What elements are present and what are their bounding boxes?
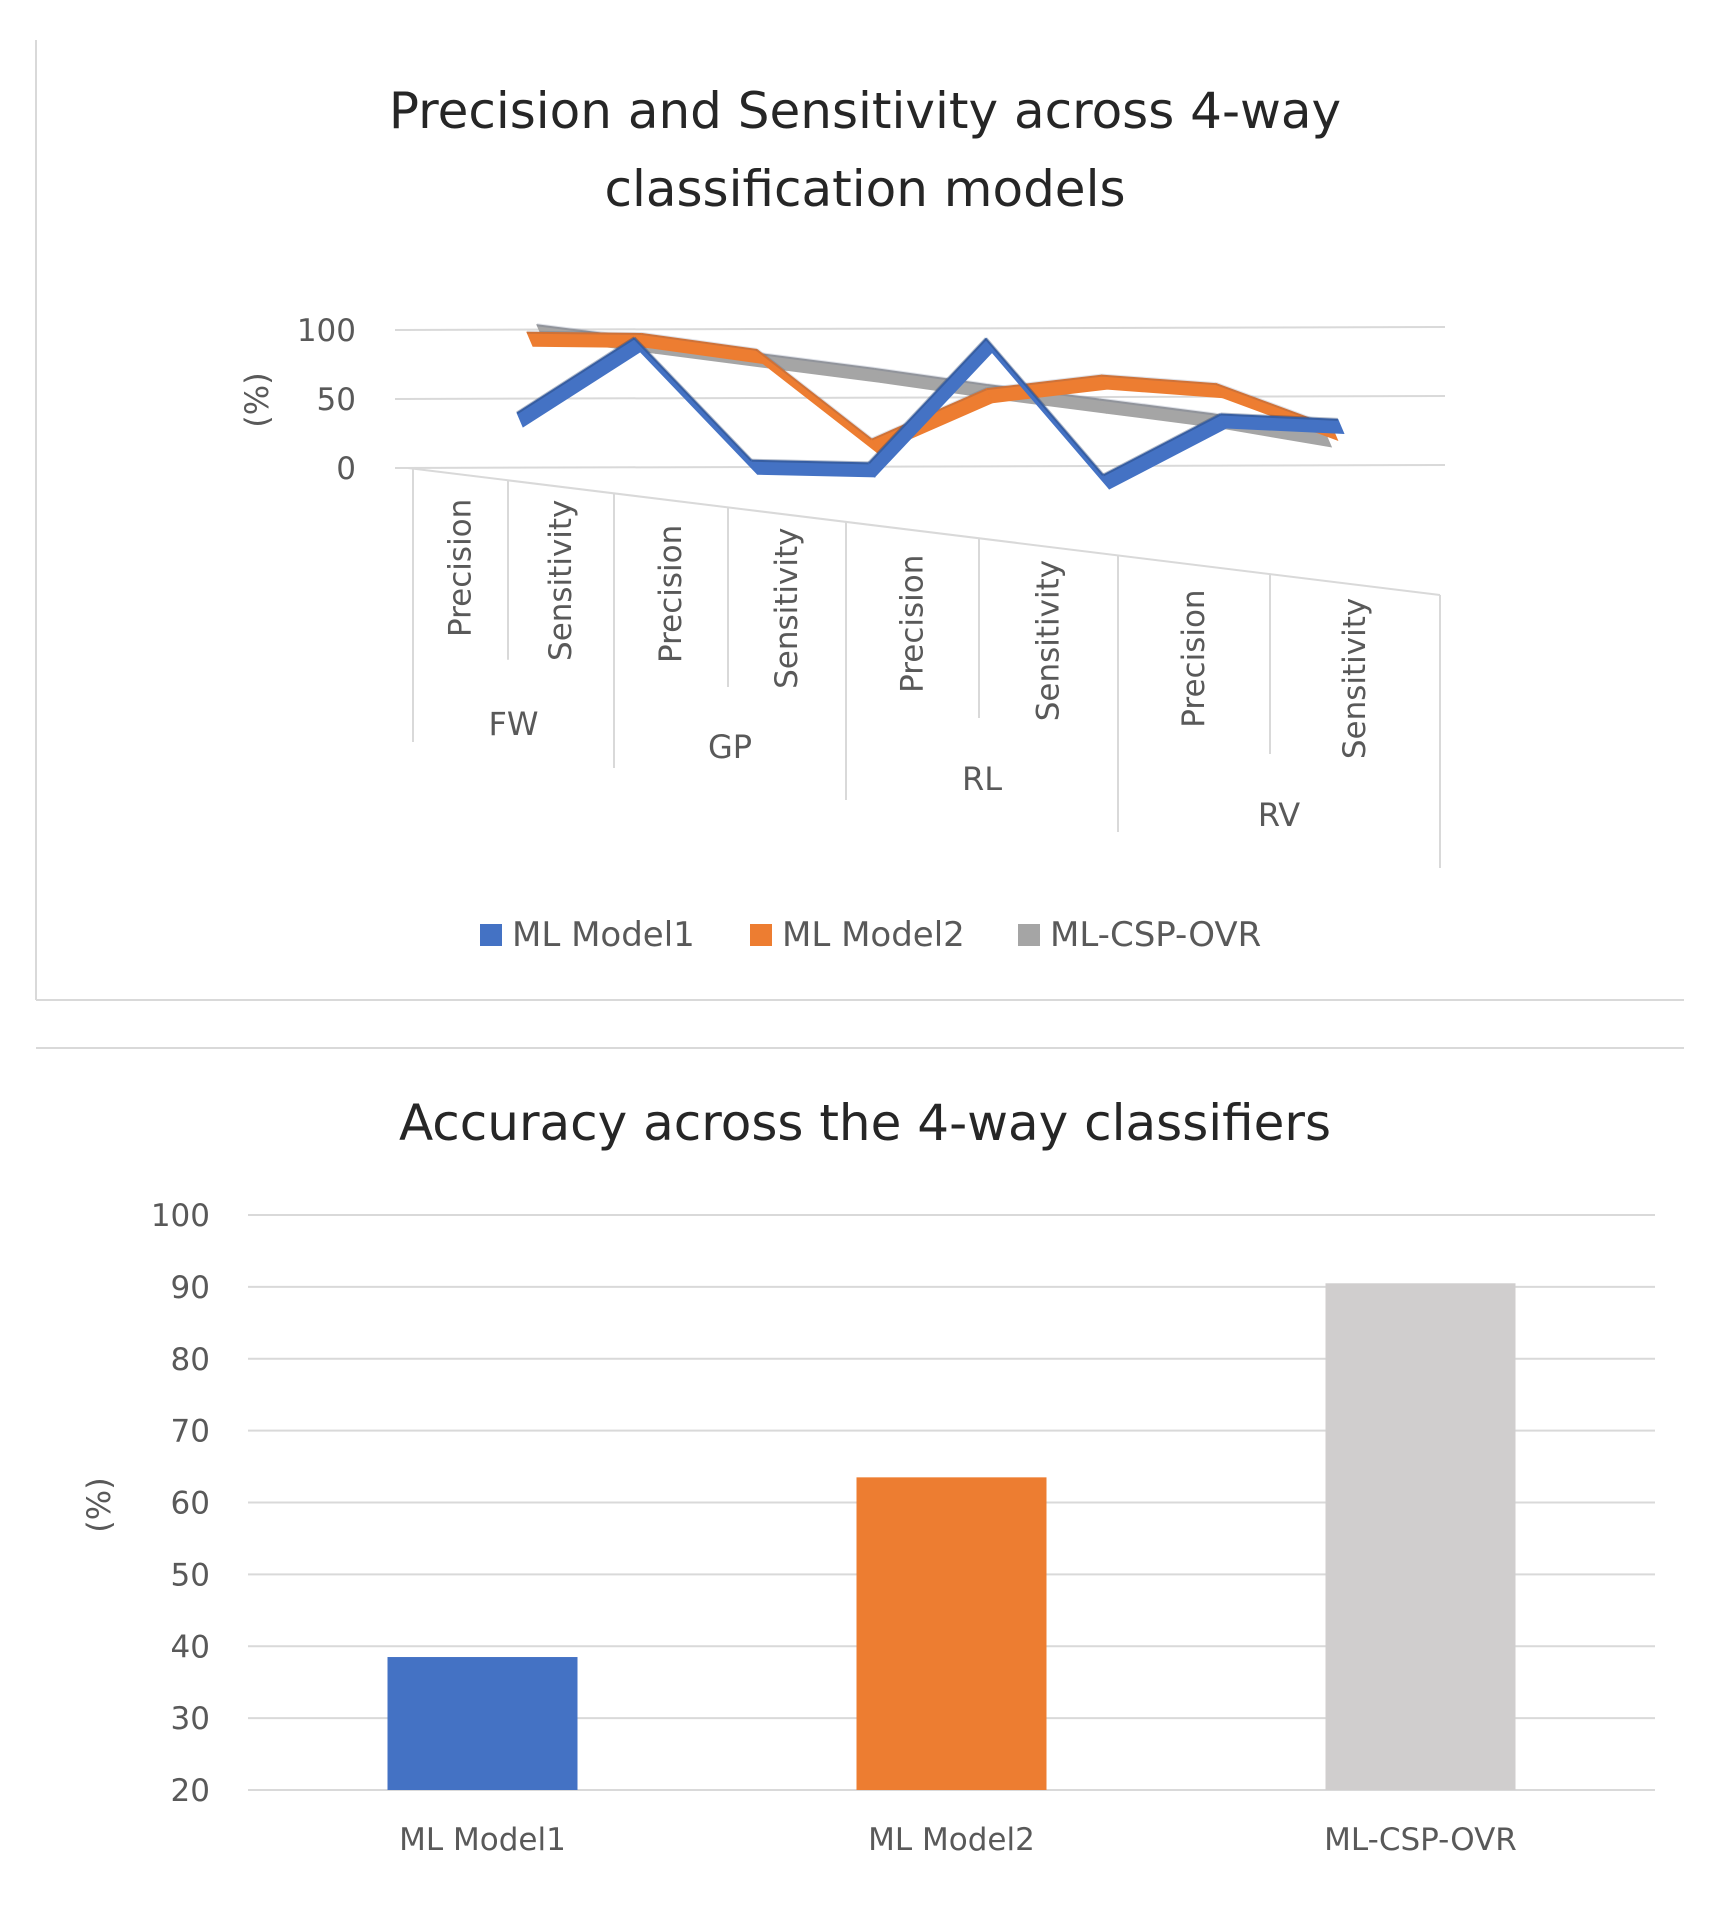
chart2-y-tick-label: 30 — [170, 1701, 210, 1738]
chart1-ribbon-segment — [517, 338, 640, 427]
chart2-bar — [388, 1657, 578, 1790]
chart1-category-label: Precision — [442, 498, 479, 638]
chart1 — [36, 40, 1684, 1000]
chart1-category-label: Sensitivity — [1030, 559, 1067, 722]
chart1-title-line2: classification models — [604, 160, 1126, 218]
chart1-category-label: Sensitivity — [769, 527, 805, 689]
chart1-y-tick-label: 0 — [336, 451, 356, 487]
chart2-y-tick-label: 70 — [170, 1413, 210, 1450]
chart1-category-label: Sensitivity — [543, 499, 579, 661]
chart1-ribbon-top-edge — [517, 338, 634, 413]
chart2-x-tick-label: ML Model1 — [399, 1822, 566, 1858]
chart1-category-label: Precision — [653, 524, 689, 664]
chart2-bar — [857, 1477, 1047, 1790]
chart2-y-tick-label: 60 — [170, 1485, 210, 1522]
chart1-legend-swatch — [750, 924, 772, 946]
chart1-group-label: RV — [1257, 796, 1301, 834]
chart1-legend-label: ML-CSP-OVR — [1050, 915, 1262, 955]
chart1-legend-label: ML Model2 — [782, 915, 965, 955]
chart1-group-label: FW — [488, 705, 539, 743]
chart1-legend-swatch — [480, 924, 502, 946]
chart2-x-tick-label: ML-CSP-OVR — [1324, 1822, 1517, 1858]
chart1-y-ticks — [297, 313, 356, 487]
chart2-y-tick-label: 100 — [150, 1198, 210, 1234]
chart1-ribbon-top-edge — [527, 332, 642, 333]
chart1-legend — [480, 915, 1261, 955]
chart2-bar — [1326, 1283, 1516, 1790]
chart2-x-ticks — [399, 1822, 1517, 1858]
chart2-y-tick-label: 40 — [170, 1629, 210, 1666]
chart2-y-tick-label: 20 — [170, 1773, 210, 1809]
chart2 — [80, 1094, 1655, 1858]
chart1-category-axis — [413, 468, 1440, 868]
chart1-group-label: RL — [961, 760, 1003, 798]
chart1-ribbon-segment — [1103, 414, 1226, 489]
chart1-legend-swatch — [1018, 924, 1040, 946]
chart1-y-tick-label: 50 — [316, 382, 356, 418]
chart2-y-tick-label: 50 — [170, 1557, 210, 1594]
chart1-category-label: Precision — [894, 554, 931, 693]
chart2-y-tick-label: 90 — [170, 1269, 210, 1306]
chart1-legend-label: ML Model1 — [512, 915, 695, 955]
chart1-title-line1: Precision and Sensitivity across 4-way — [388, 82, 1342, 140]
chart2-y-ticks — [151, 1198, 210, 1809]
chart1-y-axis-label: (%) — [238, 372, 276, 428]
chart1-group-label: GP — [707, 728, 753, 766]
chart1-wall-gridline — [395, 465, 1445, 468]
chart2-x-tick-label: ML Model2 — [868, 1822, 1035, 1858]
chart1-series — [517, 325, 1344, 489]
chart2-title: Accuracy across the 4-way classifiers — [398, 1094, 1332, 1152]
chart1-category-label: Precision — [1176, 589, 1212, 728]
chart2-y-axis-label: (%) — [80, 1477, 118, 1533]
chart1-category-label: Sensitivity — [1337, 597, 1373, 760]
chart2-y-tick-label: 80 — [170, 1341, 210, 1378]
chart1-y-tick-label: 100 — [296, 313, 356, 349]
